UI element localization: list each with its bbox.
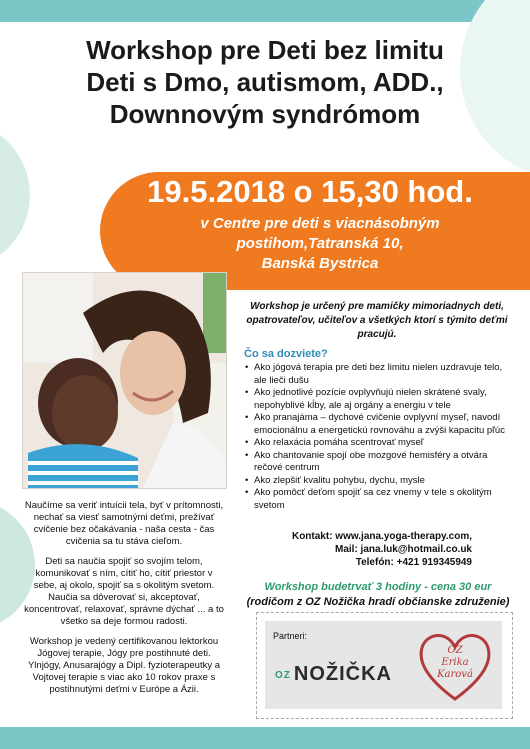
logo2-line: Erika [441,657,469,668]
contact-web[interactable]: Kontakt: www.jana.yoga-therapy.com, [291,531,472,542]
event-venue [150,214,490,274]
description-paragraph: Naučíme sa veriť intuícii tela, byť v prítomnosti, nechať sa viesť samotnými deťmi, prežívať cvičenie bez očakávania - naša cesta - čas cvičenia sa tu stáva cieľom. [24,500,224,547]
erika-karova-logo [433,645,477,681]
logo2-line: Karová [437,669,473,680]
poster-title [20,34,510,130]
workshop-funding-note: (rodičom z OZ Nožička hradí občianske združenie) [246,596,510,608]
partners-panel [265,621,502,709]
description-paragraph: Workshop je vedený certifikovanou lektorkou Jógovej terapie, Jógy pre postihnuté deti. Ylnjógy, Anusarajógy a Dipl. fyzioterapeutky a Vojtovej terapie s viac ako 10 rokov praxe s postihnutými deťmi v Európe a Ázii. [27,636,221,695]
nozicka-logo-prefix: OZ [275,670,291,681]
logo2-prefix: OZ [447,645,463,656]
learn-item: • Ako pranajáma – dychové cvičenie ovplyvní myseľ, navodí emocionálnu a energetickú rovnováhu a zvýši kapacitu pľúc [244,412,514,437]
bottom-color-bar [0,727,530,749]
workshop-duration-price: Workshop budetrvať 3 hodiny - cena 30 eur [264,581,492,593]
learn-item: • Ako chantovanie spojí obe mozgové hemisféry a otvára rečové centrum [244,450,514,475]
description-paragraph: Deti sa naučia spojiť so svojím telom, komunikovať s ním, cítiť ho, cítiť priestor v sebe, aj okolo, spojiť sa s okolitým svetom. Naučia sa dôverovať si, akceptovať, koncentrovať, relaxovať, správne dýchať ... a to všetko sa deje formou radosti. [24,556,224,627]
decorative-circle [0,120,30,270]
contact-phone[interactable]: Telefón: +421 919345949 [355,557,472,568]
title-line: Downnovým syndrómom [109,99,421,129]
photo-illustration [23,273,226,488]
nozicka-logo [275,663,392,686]
photo-mother-child [22,272,227,489]
contact-mail[interactable]: Mail: jana.luk@hotmail.co.uk [335,544,472,555]
learn-item: • Ako zlepšiť kvalitu pohybu, dychu, mysle [244,475,514,488]
learn-list [244,362,514,512]
intro-text: Workshop je určený pre mamičky mimoriadnych deti, opatrovateľov, učiteľov a všetkých ktorí s týmito deťmi pracujú. [246,301,508,340]
workshop-info [240,580,516,610]
nozicka-logo-name: NOŽIČKA [293,663,392,685]
venue-line: v Centre pre deti s viacnásobným [200,215,440,232]
venue-line: Banská Bystrica [261,255,379,272]
partners-label: Partneri: [273,631,308,641]
top-color-bar [0,0,530,22]
venue-line: postihom,Tatranská 10, [236,235,404,252]
learn-item: • Ako jednotlivé pozície ovplyvňujú nielen skrátené svaly, nepohyblivé kĺby, ale aj orgány a energiu v tele [244,387,514,412]
description-text [24,500,224,704]
partners-box [256,612,513,719]
learn-item: • Ako jógová terapia pre deti bez limitu nielen uzdravuje telo, ale lieči dušu [244,362,514,387]
contact-block [250,530,472,569]
learn-heading: Čo sa dozviete? [244,348,328,360]
event-date: 19.5.2018 o 15,30 hod. [147,174,473,209]
title-line: Deti s Dmo, autismom, ADD., [86,67,444,97]
learn-item: • Ako pomôcť deťom spojiť sa cez vnemy v tele s okolitým svetom [244,487,514,512]
title-line: Workshop pre Deti bez limitu [86,35,444,65]
learn-item: • Ako relaxácia pomáha scentrovať myseľ [244,437,514,450]
